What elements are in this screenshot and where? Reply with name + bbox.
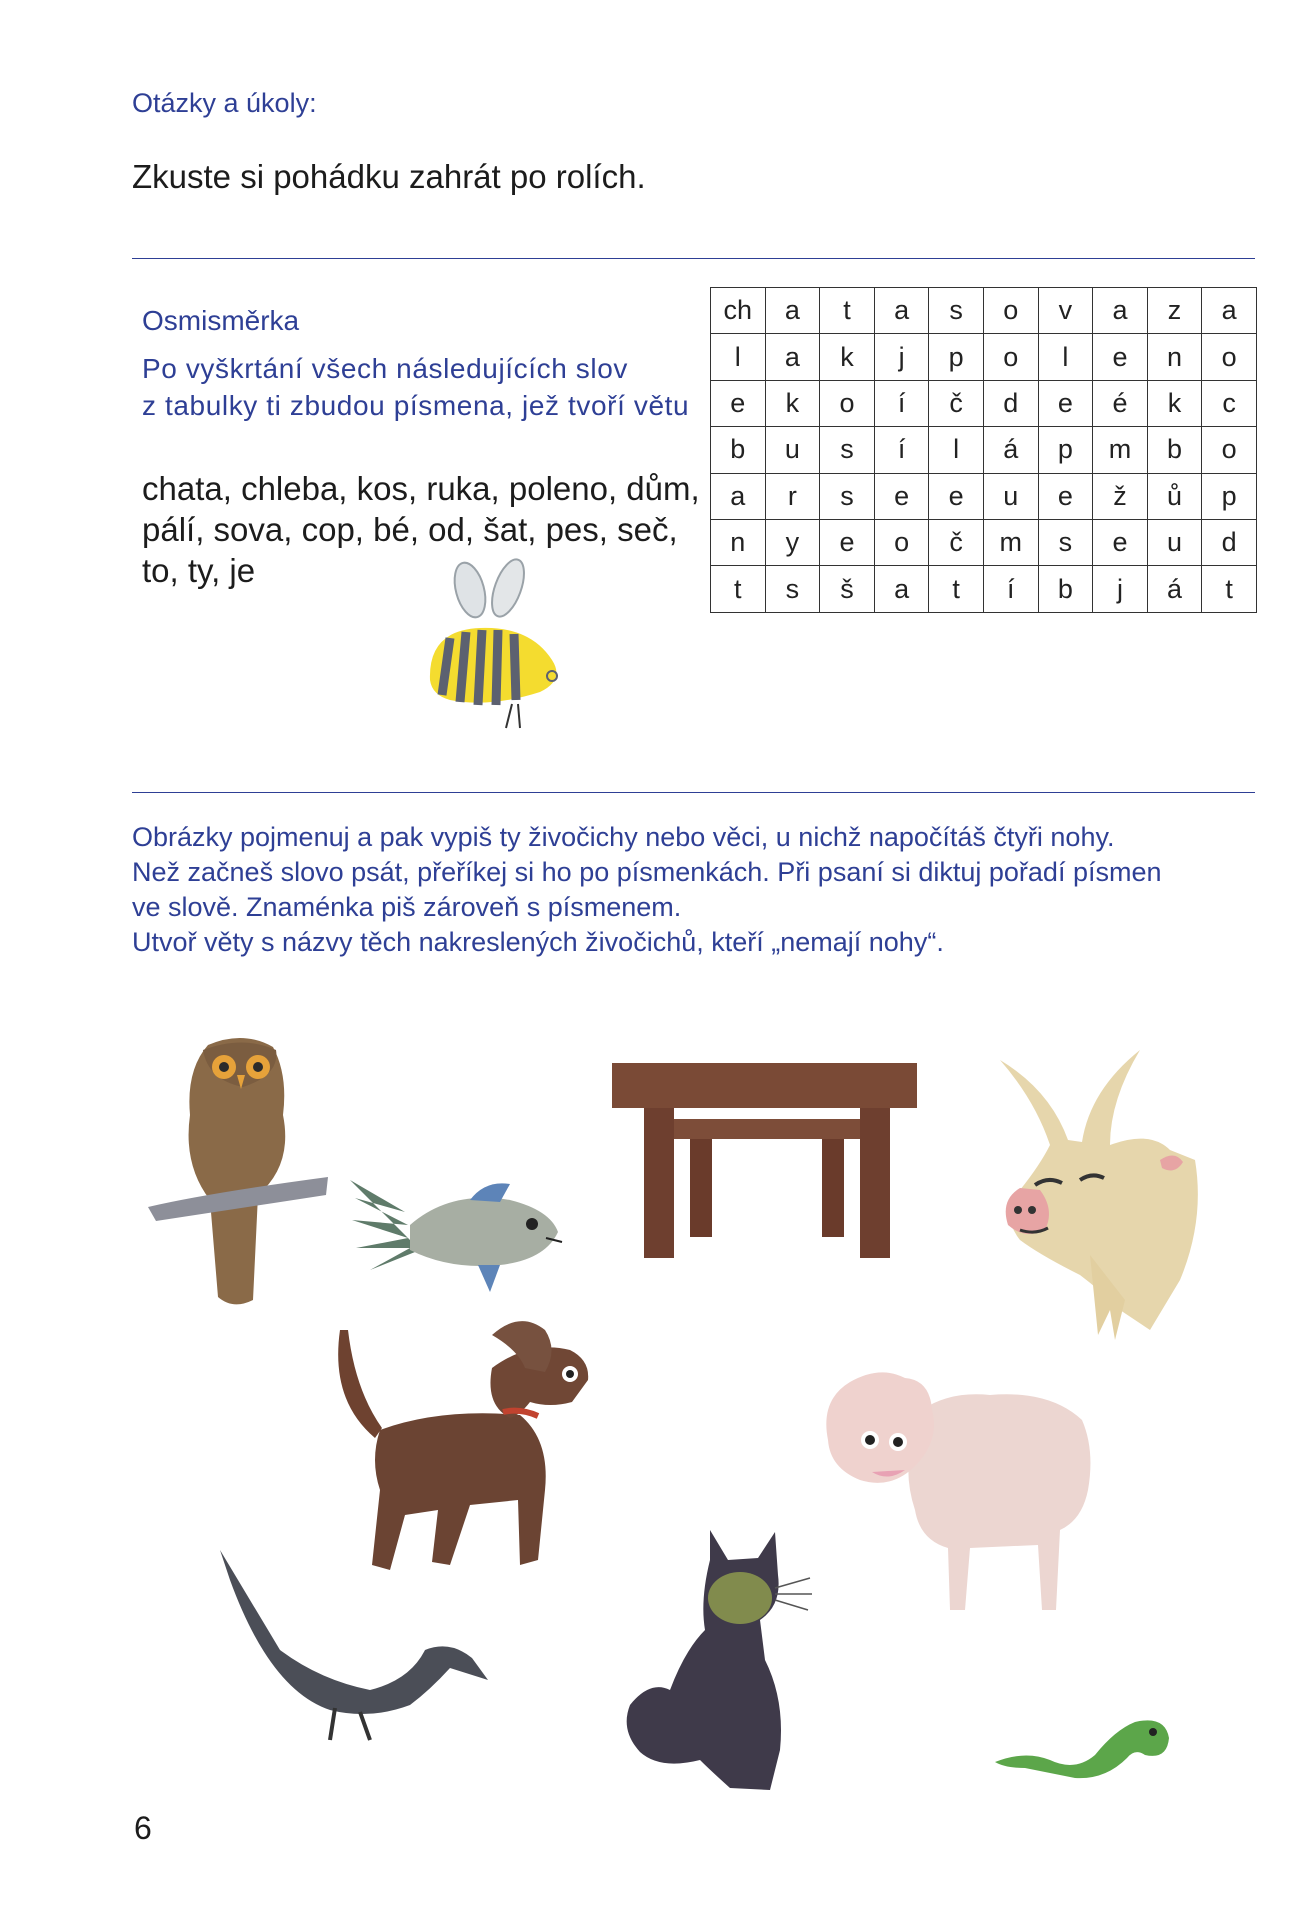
sheep-icon: [820, 1370, 1100, 1620]
wordsearch-table: [710, 287, 1257, 613]
grid-cell: t: [929, 566, 984, 612]
grid-cell: ch: [711, 288, 766, 334]
grid-cell: o: [983, 334, 1038, 380]
grid-row: [711, 473, 1257, 519]
grid-cell: š: [820, 566, 875, 612]
grid-cell: d: [1202, 519, 1257, 565]
grid-cell: ž: [1093, 473, 1148, 519]
wordsearch-instruction: [142, 350, 702, 424]
bird-icon: [210, 1540, 490, 1740]
dog-icon: [320, 1290, 660, 1580]
grid-cell: é: [1093, 380, 1148, 426]
grid-cell: s: [765, 566, 820, 612]
grid-cell: p: [929, 334, 984, 380]
snake-icon: [995, 1700, 1175, 1790]
grid-cell: č: [929, 380, 984, 426]
grid-cell: í: [983, 566, 1038, 612]
grid-row: [711, 380, 1257, 426]
grid-row: [711, 519, 1257, 565]
word-line: pálí, sova, cop, bé, od, šat, pes, seč,: [142, 511, 678, 548]
word-line: chata, chleba, kos, ruka, poleno, dům,: [142, 470, 700, 507]
grid-cell: o: [983, 288, 1038, 334]
grid-cell: d: [983, 380, 1038, 426]
grid-cell: b: [711, 427, 766, 473]
grid-cell: e: [1038, 380, 1093, 426]
grid-cell: t: [820, 288, 875, 334]
grid-row: [711, 566, 1257, 612]
grid-cell: ů: [1147, 473, 1202, 519]
grid-cell: a: [1093, 288, 1148, 334]
grid-cell: á: [983, 427, 1038, 473]
grid-cell: u: [765, 427, 820, 473]
section-divider: [132, 258, 1255, 259]
grid-cell: í: [874, 380, 929, 426]
grid-cell: y: [765, 519, 820, 565]
grid-cell: l: [1038, 334, 1093, 380]
grid-cell: a: [874, 288, 929, 334]
wordsearch-title: Osmisměrka: [142, 305, 300, 336]
grid-row: [711, 288, 1257, 334]
grid-cell: s: [929, 288, 984, 334]
grid-cell: r: [765, 473, 820, 519]
grid-cell: t: [1202, 566, 1257, 612]
grid-cell: o: [874, 519, 929, 565]
grid-cell: e: [820, 519, 875, 565]
fish-icon: [350, 1170, 565, 1295]
grid-cell: b: [1038, 566, 1093, 612]
exercise-line: Utvoř věty s názvy těch nakreslených živočichů, kteří „nemají nohy“.: [132, 927, 944, 957]
grid-cell: s: [1038, 519, 1093, 565]
grid-cell: k: [1147, 380, 1202, 426]
grid-cell: a: [1202, 288, 1257, 334]
grid-cell: á: [1147, 566, 1202, 612]
exercise-line: Obrázky pojmenuj a pak vypiš ty živočichy nebo věci, u nichž napočítáš čtyři nohy.: [132, 822, 1115, 852]
grid-cell: s: [820, 473, 875, 519]
grid-cell: c: [1202, 380, 1257, 426]
grid-cell: e: [1093, 519, 1148, 565]
grid-cell: č: [929, 519, 984, 565]
instruction-line: z tabulky ti zbudou písmena, jež tvoří větu: [142, 390, 690, 421]
cat-icon: [610, 1520, 840, 1800]
grid-cell: o: [1202, 334, 1257, 380]
grid-cell: p: [1038, 427, 1093, 473]
page-number: 6: [134, 1810, 152, 1846]
grid-cell: a: [765, 288, 820, 334]
exercise-line: ve slově. Znaménka piš zároveň s písmenem.: [132, 892, 682, 922]
grid-cell: a: [765, 334, 820, 380]
grid-cell: j: [1093, 566, 1148, 612]
grid-cell: k: [765, 380, 820, 426]
exercise-instructions: [132, 820, 1282, 960]
grid-cell: p: [1202, 473, 1257, 519]
grid-cell: s: [820, 427, 875, 473]
questions-heading: Otázky a úkoly:: [132, 88, 317, 118]
grid-cell: e: [1038, 473, 1093, 519]
goat-icon: [980, 1050, 1220, 1340]
grid-cell: a: [711, 473, 766, 519]
wordsearch-grid: [710, 287, 1257, 613]
instruction-line: Po vyškrtání všech následujících slov: [142, 353, 628, 384]
questions-task: Zkuste si pohádku zahrát po rolích.: [132, 158, 646, 195]
grid-cell: k: [820, 334, 875, 380]
grid-cell: e: [929, 473, 984, 519]
grid-cell: o: [820, 380, 875, 426]
grid-cell: b: [1147, 427, 1202, 473]
section-divider: [132, 792, 1255, 793]
grid-cell: l: [711, 334, 766, 380]
grid-cell: l: [929, 427, 984, 473]
grid-cell: m: [1093, 427, 1148, 473]
grid-cell: v: [1038, 288, 1093, 334]
grid-cell: e: [874, 473, 929, 519]
bee-icon: [420, 560, 580, 735]
grid-cell: n: [711, 519, 766, 565]
grid-row: [711, 427, 1257, 473]
grid-cell: u: [1147, 519, 1202, 565]
grid-cell: u: [983, 473, 1038, 519]
grid-cell: t: [711, 566, 766, 612]
table-icon: [612, 1063, 917, 1263]
grid-cell: n: [1147, 334, 1202, 380]
exercise-line: Než začneš slovo psát, přeříkej si ho po písmenkách. Při psaní si diktuj pořadí písmen: [132, 857, 1162, 887]
grid-row: [711, 334, 1257, 380]
word-line: to, ty, je: [142, 552, 256, 589]
grid-cell: m: [983, 519, 1038, 565]
grid-cell: o: [1202, 427, 1257, 473]
grid-cell: e: [1093, 334, 1148, 380]
grid-cell: e: [711, 380, 766, 426]
grid-cell: z: [1147, 288, 1202, 334]
grid-cell: í: [874, 427, 929, 473]
owl-icon: [148, 1035, 338, 1310]
grid-cell: j: [874, 334, 929, 380]
grid-cell: a: [874, 566, 929, 612]
